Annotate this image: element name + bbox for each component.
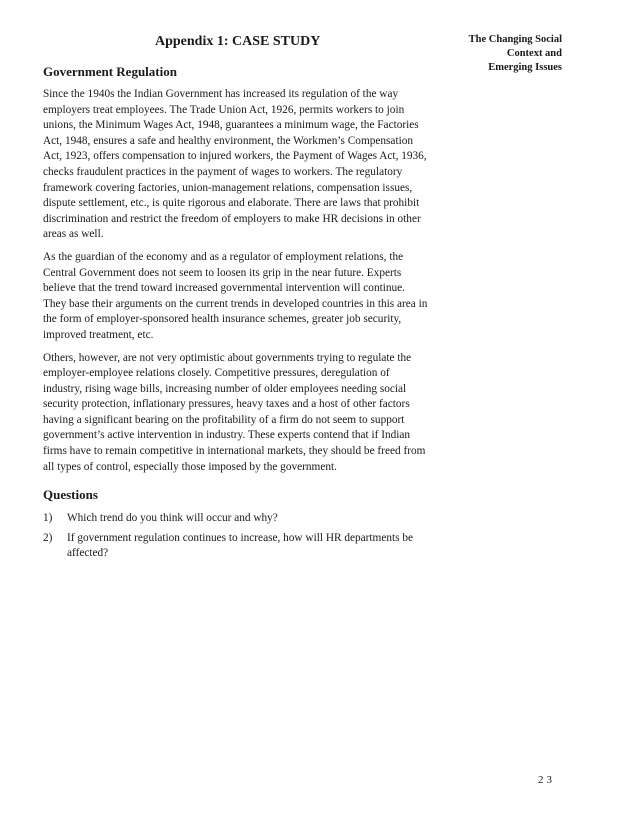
question-number: 2) xyxy=(43,531,53,544)
running-header-line-2: Context and xyxy=(506,48,562,59)
question-text: If government regulation continues to increase, how will HR departments be affected? xyxy=(67,531,414,560)
question-text: Which trend do you think will occur and why? xyxy=(67,512,278,525)
running-header xyxy=(462,33,562,75)
question-item xyxy=(43,531,430,562)
section-heading: Government Regulation xyxy=(43,64,177,79)
page-body xyxy=(43,33,430,566)
running-header-line-3: Emerging Issues xyxy=(488,62,562,73)
question-item xyxy=(43,511,430,527)
paragraph-2: As the guardian of the economy and as a regulator of employment relations, the Central Government does not seem to loosen its grip in the near future. Experts believe that the trend toward increased governmental intervention will continue. They base their arguments on the current trends in developed countries in this area in the form of employer-sponsored health insurance schemes, greater job security, improved treatment, etc. xyxy=(43,250,428,341)
paragraph-1: Since the 1940s the Indian Government has increased its regulation of the way employers treat employees. The Trade Union Act, 1926, permits workers to join unions, the Minimum Wages Act, 1948, guarantees a minimum wage, the Factories Act, 1948, ensures a safe and healthy environment, the Workmen’s Compensation Act, 1923, offers compensation to injured workers, the Payment of Wages Act, 1936, checks fraudulent practices in the payment of wages to workers. The regulatory framework covering factories, union-management relations, compensation issues, dispute settlement, etc., is quite rigorous and elaborate. There are laws that prohibit discrimination and restrict the freedom of employers to make HR decisions in other areas as well. xyxy=(43,88,427,241)
page-title: Appendix 1: CASE STUDY xyxy=(155,34,321,49)
paragraph-3: Others, however, are not very optimistic about governments trying to regulate the employer-employee relations closely. Competitive pressures, deregulation of industry, rising wage bills, increasing number of older employees needing social security protection, inflationary pressures, heavy taxes and a host of other factors having a significant bearing on the profitability of a firm do not seem to support government’s active intervention in industry. These experts contend that if Indian firms have to remain competitive in international markets, they should be freed from all types of control, especially those imposed by the government. xyxy=(43,351,426,473)
page-number: 23 xyxy=(538,774,555,786)
question-number: 1) xyxy=(43,512,53,525)
questions-heading: Questions xyxy=(43,487,98,503)
running-header-line-1: The Changing Social xyxy=(468,34,562,45)
